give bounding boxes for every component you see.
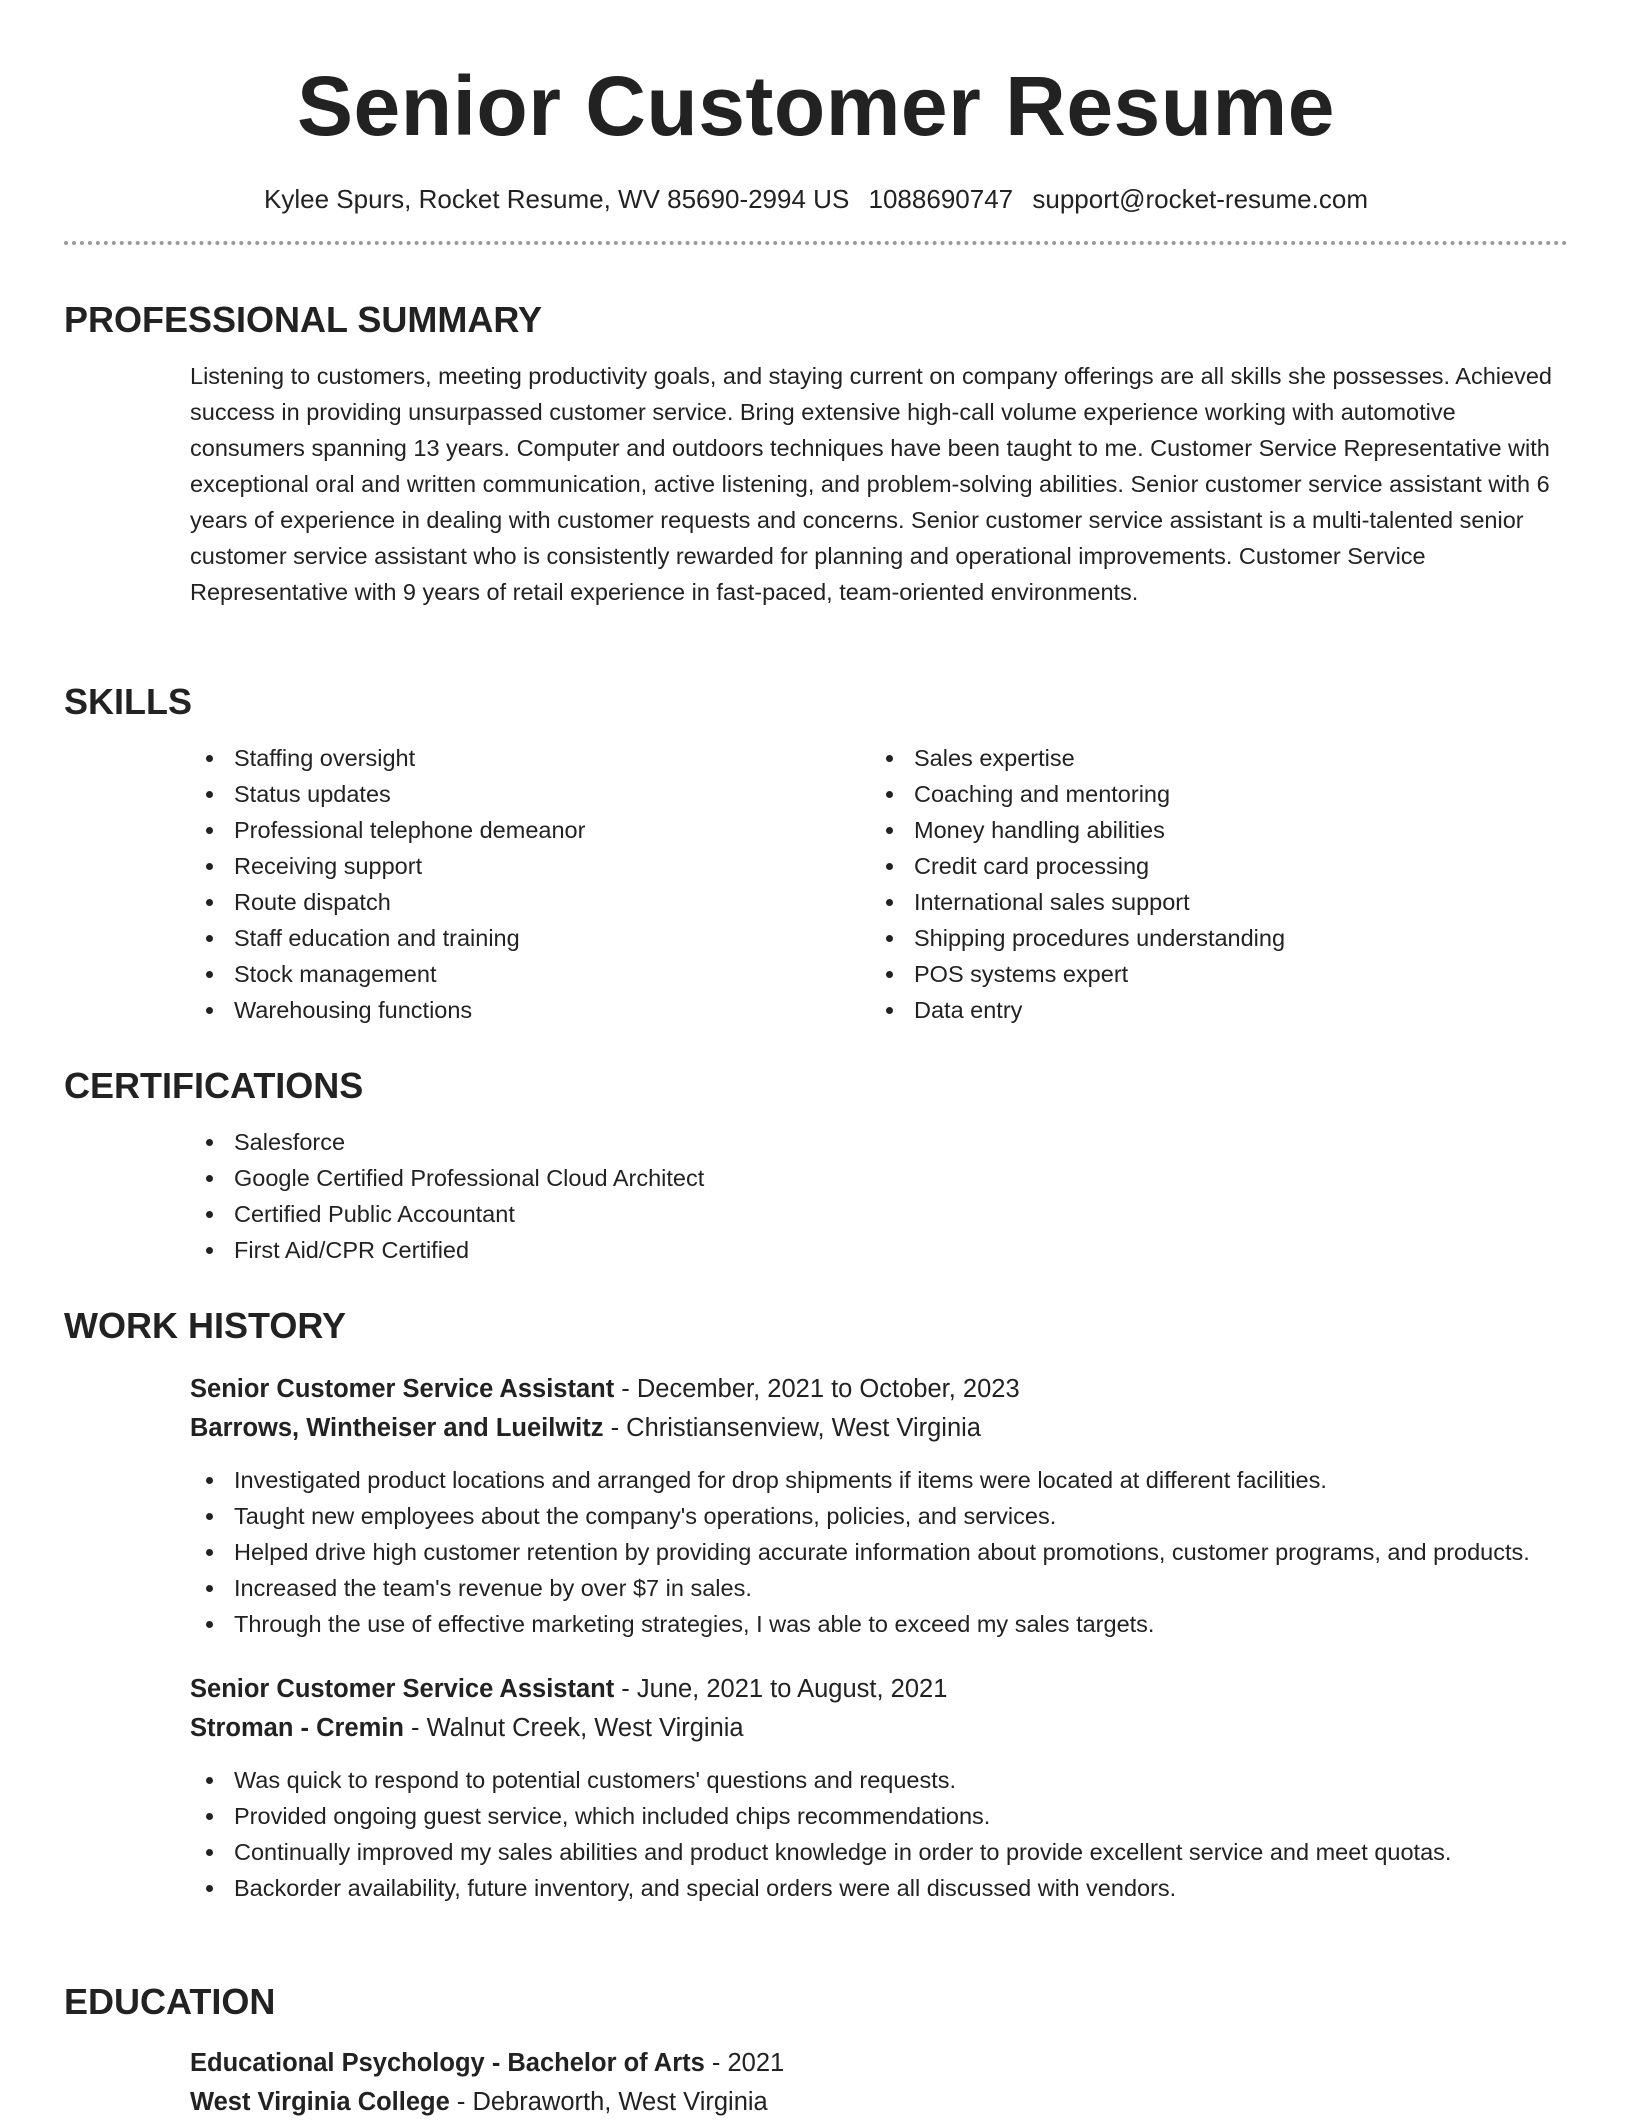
job-entry <box>190 1670 1568 1906</box>
job-bullet: Investigated product locations and arranged for drop shipments if items were located at different facilities. <box>190 1462 1568 1498</box>
job-location: - Walnut Creek, West Virginia <box>403 1714 744 1742</box>
contact-email[interactable]: support@rocket-resume.com <box>1032 184 1368 214</box>
education-degree: Educational Psychology - Bachelor of Arts <box>190 2049 705 2077</box>
work-history-section <box>64 1304 1568 1906</box>
certification-item: Certified Public Accountant <box>190 1196 1568 1232</box>
resume-page <box>64 0 1568 253</box>
header-divider <box>64 241 1568 245</box>
skill-item: Receiving support <box>190 848 870 884</box>
job-bullets <box>190 1462 1568 1642</box>
skills-list-right <box>870 740 1550 1028</box>
contact-line <box>64 182 1568 216</box>
education-section <box>64 1980 1568 2122</box>
education-location: - Debraworth, West Virginia <box>449 2088 768 2116</box>
skill-item: POS systems expert <box>870 956 1550 992</box>
work-history-heading: WORK HISTORY <box>64 1305 347 1346</box>
job-bullet: Backorder availability, future inventory, and special orders were all discussed with vendors. <box>190 1870 1568 1906</box>
education-entry <box>190 2044 1568 2122</box>
certification-item: Salesforce <box>190 1124 1568 1160</box>
job-bullet: Was quick to respond to potential customers' questions and requests. <box>190 1762 1568 1798</box>
resume-title: Senior Customer Resume <box>297 59 1335 153</box>
contact-address: Kylee Spurs, Rocket Resume, WV 85690-2994 US <box>264 184 850 214</box>
job-title-line <box>190 1670 1568 1709</box>
education-year: - 2021 <box>704 2049 785 2077</box>
skill-item: Stock management <box>190 956 870 992</box>
skill-item: Professional telephone demeanor <box>190 812 870 848</box>
certifications-list <box>190 1124 1568 1268</box>
skill-item: Sales expertise <box>870 740 1550 776</box>
education-degree-line <box>190 2044 1568 2083</box>
job-dates: - June, 2021 to August, 2021 <box>614 1675 948 1703</box>
job-company: Stroman - Cremin <box>190 1714 404 1742</box>
skills-heading: SKILLS <box>64 681 193 722</box>
certifications-heading: CERTIFICATIONS <box>64 1065 364 1106</box>
skills-list-left <box>190 740 870 1028</box>
job-bullet: Helped drive high customer retention by providing accurate information about promotions, customer programs, and products. <box>190 1534 1568 1570</box>
skill-item: Money handling abilities <box>870 812 1550 848</box>
skills-section <box>64 680 1568 1028</box>
job-title: Senior Customer Service Assistant <box>190 1675 615 1703</box>
skill-item: Warehousing functions <box>190 992 870 1028</box>
education-heading: EDUCATION <box>64 1981 276 2022</box>
education-school: West Virginia College <box>190 2088 450 2116</box>
skill-item: Staffing oversight <box>190 740 870 776</box>
summary-section <box>64 298 1568 610</box>
job-bullet: Taught new employees about the company's operations, policies, and services. <box>190 1498 1568 1534</box>
job-company-line <box>190 1409 1568 1448</box>
job-bullet: Increased the team's revenue by over $7 in sales. <box>190 1570 1568 1606</box>
skill-item: Credit card processing <box>870 848 1550 884</box>
certification-item: First Aid/CPR Certified <box>190 1232 1568 1268</box>
job-title-line <box>190 1370 1568 1409</box>
certification-item: Google Certified Professional Cloud Architect <box>190 1160 1568 1196</box>
job-company: Barrows, Wintheiser and Lueilwitz <box>190 1414 604 1442</box>
skill-item: Shipping procedures understanding <box>870 920 1550 956</box>
job-company-line <box>190 1709 1568 1748</box>
skill-item: International sales support <box>870 884 1550 920</box>
contact-phone: 1088690747 <box>868 184 1014 214</box>
skill-item: Route dispatch <box>190 884 870 920</box>
certifications-section <box>64 1064 1568 1268</box>
job-dates: - December, 2021 to October, 2023 <box>614 1375 1020 1403</box>
skill-item: Data entry <box>870 992 1550 1028</box>
education-school-line <box>190 2083 1568 2122</box>
job-title: Senior Customer Service Assistant <box>190 1375 615 1403</box>
job-entry <box>190 1370 1568 1642</box>
job-bullet: Continually improved my sales abilities and product knowledge in order to provide excellent service and meet quotas. <box>190 1834 1568 1870</box>
summary-heading: PROFESSIONAL SUMMARY <box>64 299 543 340</box>
skill-item: Status updates <box>190 776 870 812</box>
skill-item: Coaching and mentoring <box>870 776 1550 812</box>
job-bullet: Provided ongoing guest service, which included chips recommendations. <box>190 1798 1568 1834</box>
summary-text: Listening to customers, meeting productivity goals, and staying current on company offerings are all skills she possesses. Achieved success in providing unsurpassed customer service. Bring extensive high-call volume experience working with automotive consumers spanning 13 years. Computer and outdoors techniques have been taught to me. Customer Service Representative with exceptional oral and written communication, active listening, and problem-solving abilities. Senior customer service assistant with 6 years of experience in dealing with customer requests and concerns. Senior customer service assistant is a multi-talented senior customer service assistant who is consistently rewarded for planning and operational improvements. Customer Service Representative with 9 years of retail experience in fast-paced, team-oriented environments. <box>190 363 1552 605</box>
skills-columns <box>190 740 1568 1028</box>
job-location: - Christiansenview, West Virginia <box>603 1414 981 1442</box>
job-bullets <box>190 1762 1568 1906</box>
skill-item: Staff education and training <box>190 920 870 956</box>
job-bullet: Through the use of effective marketing strategies, I was able to exceed my sales targets. <box>190 1606 1568 1642</box>
